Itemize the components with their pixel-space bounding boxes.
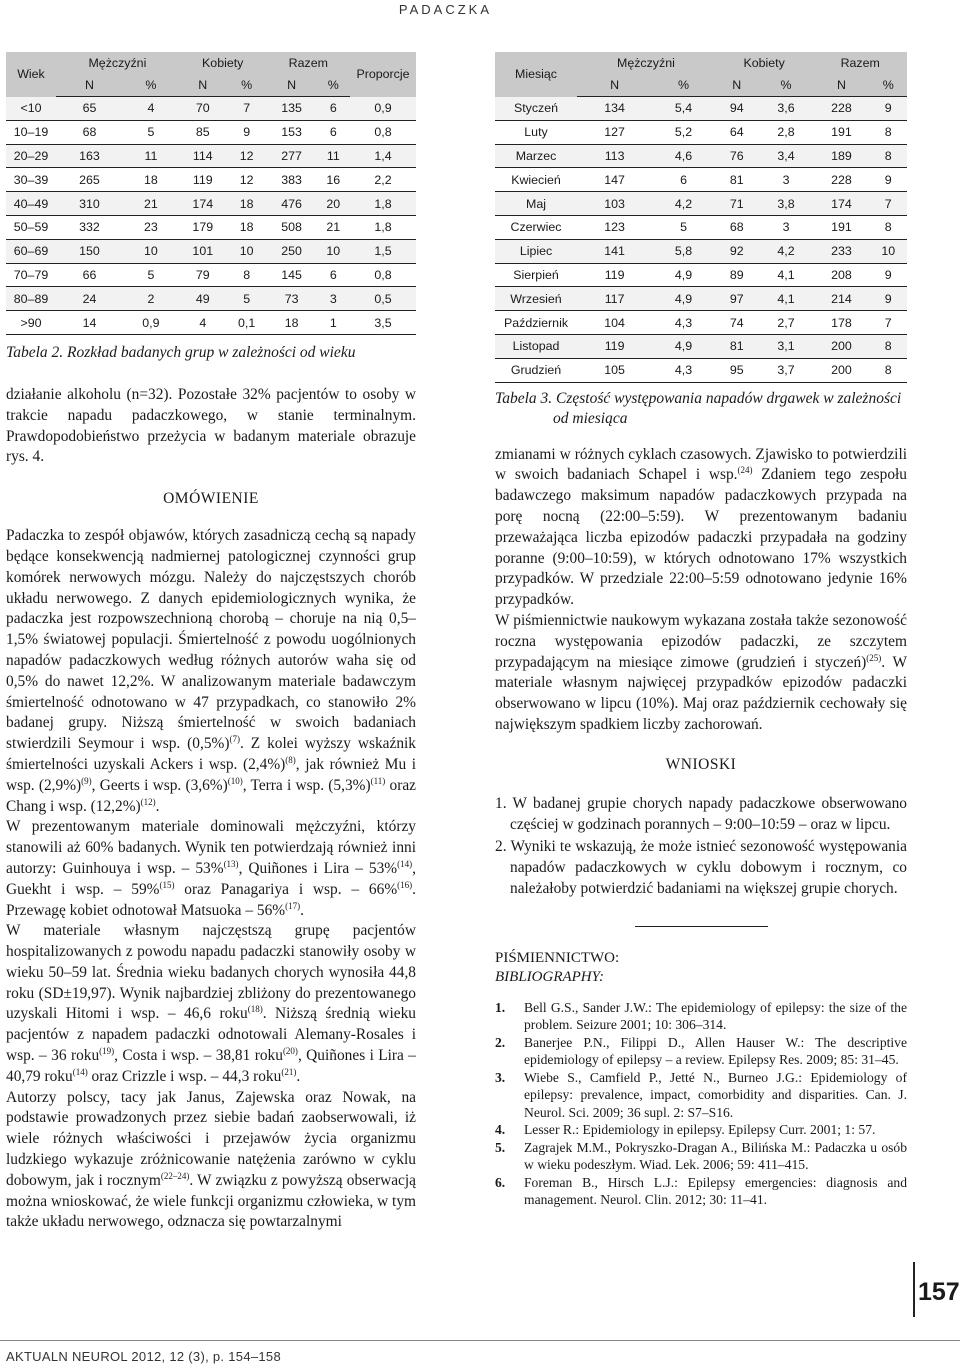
row-label: Styczeń (495, 97, 577, 121)
reference-text: Wiebe S., Camfield P., Jetté N., Burneo J.G.: Epidemiology of epilepsy: prevalence, impact, comorbidity and disparities. Can. J. Neurol. Sci. 2009; 36 supl. 2: S7–S16. (524, 1069, 907, 1120)
table-row (6, 168, 416, 192)
row-label: Maj (495, 192, 577, 216)
row-label: 80–89 (6, 287, 56, 311)
th-n: N (179, 74, 227, 97)
row-label: 70–79 (6, 263, 56, 287)
table-cell: 11 (317, 144, 350, 168)
table-cell: 95 (715, 358, 759, 382)
th-month: Miesiąc (495, 52, 577, 97)
th-n: N (267, 74, 317, 97)
reference-number: 6. (495, 1174, 506, 1190)
table-cell: 23 (123, 215, 179, 239)
table-cell: 228 (813, 97, 869, 121)
table-cell: 265 (56, 168, 123, 192)
table-cell: 191 (813, 120, 869, 144)
table-cell: 119 (179, 168, 227, 192)
references-list (495, 999, 907, 1209)
table-cell: 4,9 (652, 263, 715, 287)
row-label: Grudzień (495, 358, 577, 382)
table-cell: 1,8 (350, 192, 416, 216)
table-cell: 68 (56, 120, 123, 144)
table-cell: 49 (179, 287, 227, 311)
table-cell: 18 (227, 192, 267, 216)
table-row (495, 358, 907, 382)
table-cell: 119 (577, 334, 652, 358)
row-label: Kwiecień (495, 168, 577, 192)
reference-text: Bell G.S., Sander J.W.: The epidemiology of epilepsy: the size of the problem. Seizure 2001; 10: 306–314. (524, 999, 907, 1033)
table-cell: 119 (577, 263, 652, 287)
table-3-caption-line-2: od miesiąca (553, 409, 628, 427)
conclusion-item: 2. Wyniki te wskazują, że może istnieć sezonowość występowania napadów padaczkowych w cyklu dobowym i rocznym, co należałoby potwierdzić badaniami na większej grupie chorych. (495, 838, 907, 897)
table-cell: 228 (813, 168, 869, 192)
table-cell: 3,1 (759, 334, 814, 358)
table-cell: 1,4 (350, 144, 416, 168)
table-cell: 73 (267, 287, 317, 311)
row-label: 40–49 (6, 192, 56, 216)
th-pct: % (869, 74, 907, 97)
reference-item (495, 1034, 907, 1069)
table-row (495, 334, 907, 358)
table-cell: 79 (179, 263, 227, 287)
reference-text: Lesser R.: Epidemiology in epilepsy. Epilepsy Curr. 2001; 1: 57. (524, 1122, 876, 1138)
paragraph-right-1: zmianami w różnych cyklach czasowych. Zjawisko to potwierdzili w swoich badaniach Schapel i wsp.$^{(24)}$ Zdaniem tego zespołu badawczego maksimum napadów padaczkowych przypada na porę nocną (22:00–5:59). W prezentowanym badaniu przeważająca liczba epizodów padaczki przypadała na godziny poranne (9:00–10:59), w których odnotowano 17% wszystkich przypadków. W przedziale 22:00–5:59 odnotowano jedynie 16% przypadków. (495, 445, 907, 609)
table-row (6, 97, 416, 121)
table-2-body (6, 97, 416, 335)
table-cell: 6 (317, 97, 350, 121)
reference-number: 4. (495, 1122, 506, 1138)
table-row (6, 239, 416, 263)
reference-item (495, 1174, 907, 1209)
table-cell: 5,8 (652, 239, 715, 263)
table-cell: 3 (317, 287, 350, 311)
th-n: N (813, 74, 869, 97)
table-row (495, 287, 907, 311)
row-label: >90 (6, 311, 56, 335)
table-cell: 0,1 (227, 311, 267, 335)
th-n: N (577, 74, 652, 97)
table-2 (6, 52, 416, 335)
th-pct: % (317, 74, 350, 97)
table-cell: 10 (869, 239, 907, 263)
table-row (495, 120, 907, 144)
paragraph-discussion-1: Padaczka to zespół objawów, których zasadniczą cechą są napady będące konsekwencją nadmiernej patologicznej czynności grup komórek nerwowych mózgu. Należy do najczęstszych chorób układu nerwowego. Z danych epidemiologicznych wynika, że padaczka jest rozpowszechnioną chorobą – choruje na nią 0,5–1,5% światowej populacji. Śmiertelność z powodu uogólnionych napadów padaczkowych według różnych autorów waha się od 0,5% do nawet 12,2%. W analizowanym materiale badawczym śmiertelność odnotowano w 47 przypadkach, co stanowiło 2% badanej grupy. Niższą śmiertelność w swoich badaniach stwierdzili Seymour i wsp. $(0,5\%)^{(7)}$. Z kolei wyższy wskaźnik śmiertelności uzyskali Ackers i wsp. $(2,4\%)^{(8)}$, jak również Mu i wsp. $(2,9\%)^{(9)}$, Geerts i wsp. $(3,6\%)^{(10)}$, Terra i wsp. $(5,3\%)^{(11)}$ oraz Chang i wsp. $(12,2\%)^{(12)}$. (6, 527, 417, 815)
th-total: Razem (267, 52, 350, 74)
table-cell: 12 (227, 168, 267, 192)
table-cell: 163 (56, 144, 123, 168)
table-cell: 1 (317, 311, 350, 335)
footer-rule (0, 1340, 960, 1341)
table-cell: 145 (267, 263, 317, 287)
table-row (495, 239, 907, 263)
table-cell: 9 (869, 287, 907, 311)
table-cell: 101 (179, 239, 227, 263)
table-cell: 4,2 (759, 239, 814, 263)
table-cell: 2,2 (350, 168, 416, 192)
table-cell: 68 (715, 215, 759, 239)
reference-item (495, 1069, 907, 1122)
table-cell: 0,9 (123, 311, 179, 335)
table-cell: 76 (715, 144, 759, 168)
table-cell: 134 (577, 97, 652, 121)
table-cell: 18 (123, 168, 179, 192)
row-label: 10–19 (6, 120, 56, 144)
table-row (6, 215, 416, 239)
table-cell: 11 (123, 144, 179, 168)
table-cell: 16 (317, 168, 350, 192)
table-cell: 104 (577, 311, 652, 335)
table-cell: 0,9 (350, 97, 416, 121)
table-row (6, 120, 416, 144)
table-cell: 97 (715, 287, 759, 311)
table-cell: 6 (317, 263, 350, 287)
bibliography-subtitle: BIBLIOGRAPHY: (495, 968, 605, 985)
table-cell: 66 (56, 263, 123, 287)
table-cell: 64 (715, 120, 759, 144)
table-cell: 4,9 (652, 287, 715, 311)
table-cell: 65 (56, 97, 123, 121)
table-cell: 250 (267, 239, 317, 263)
table-cell: 2,8 (759, 120, 814, 144)
table-cell: 8 (869, 358, 907, 382)
th-pct: % (123, 74, 179, 97)
row-label: Lipiec (495, 239, 577, 263)
table-cell: 127 (577, 120, 652, 144)
table-row (6, 144, 416, 168)
table-cell: 141 (577, 239, 652, 263)
table-cell: 310 (56, 192, 123, 216)
table-cell: 123 (577, 215, 652, 239)
heading-wnioski: WNIOSKI (665, 755, 737, 773)
table-3 (495, 52, 907, 383)
table-cell: 9 (869, 97, 907, 121)
table-cell: 5 (227, 287, 267, 311)
reference-number: 1. (495, 999, 506, 1015)
table-row (6, 311, 416, 335)
th-men: Mężczyźni (577, 52, 715, 74)
table-2-caption: Tabela 2. Rozkład badanych grup w zależności od wieku (6, 343, 356, 361)
row-label: Marzec (495, 144, 577, 168)
table-cell: 10 (227, 239, 267, 263)
running-head: PADACZKA (398, 2, 492, 17)
th-n: N (56, 74, 123, 97)
table-cell: 5 (652, 215, 715, 239)
table-cell: 476 (267, 192, 317, 216)
th-pct: % (652, 74, 715, 97)
page-number: 157 (918, 1278, 960, 1306)
table-cell: 5,2 (652, 120, 715, 144)
table-cell: 4,3 (652, 311, 715, 335)
th-women: Kobiety (715, 52, 814, 74)
th-n: N (715, 74, 759, 97)
table-3-body (495, 97, 907, 383)
reference-number: 5. (495, 1139, 506, 1155)
table-cell: 9 (869, 168, 907, 192)
table-cell: 117 (577, 287, 652, 311)
table-cell: 2 (123, 287, 179, 311)
table-cell: 508 (267, 215, 317, 239)
table-cell: 5 (123, 120, 179, 144)
table-cell: 200 (813, 334, 869, 358)
table-cell: 189 (813, 144, 869, 168)
table-cell: 179 (179, 215, 227, 239)
table-cell: 6 (652, 168, 715, 192)
table-cell: 92 (715, 239, 759, 263)
left-column (6, 52, 416, 1233)
table-cell: 2,7 (759, 311, 814, 335)
table-cell: 81 (715, 334, 759, 358)
row-label: Listopad (495, 334, 577, 358)
table-cell: 233 (813, 239, 869, 263)
table-cell: 21 (123, 192, 179, 216)
table-cell: 4,1 (759, 287, 814, 311)
table-cell: 8 (227, 263, 267, 287)
table-cell: 113 (577, 144, 652, 168)
conclusion-item: 1. W badanej grupie chorych napady padaczkowe obserwowano częściej w godzinach porannych – 9:00–10:59 – oraz w lipcu. (495, 794, 907, 833)
table-cell: 277 (267, 144, 317, 168)
table-cell: 12 (227, 144, 267, 168)
table-cell: 4,9 (652, 334, 715, 358)
table-cell: 200 (813, 358, 869, 382)
table-cell: 208 (813, 263, 869, 287)
table-cell: 5,4 (652, 97, 715, 121)
table-cell: 4,6 (652, 144, 715, 168)
table-cell: 105 (577, 358, 652, 382)
table-cell: 7 (869, 311, 907, 335)
table-cell: 150 (56, 239, 123, 263)
reference-item (495, 1139, 907, 1174)
table-cell: 71 (715, 192, 759, 216)
row-label: 20–29 (6, 144, 56, 168)
table-row (495, 192, 907, 216)
paragraph-discussion-4: Autorzy polscy, tacy jak Janus, Zajewska oraz Nowak, na podstawie prowadzonych przez siebie badań zaobserwowali, iż wiele różnych właściwości i przejawów życia organizmu ludzkiego wykazuje zróżnicowanie natężenia zarówno w cyklu dobowym, jak i rocznym$^{(22-24)}$. W związku z powyższą obserwacją można wnioskować, że wiele funkcji organizmu człowieka, w tym także układu nerwowego, odznacza się powtarzalnymi (6, 1088, 417, 1231)
th-pct: % (227, 74, 267, 97)
table-row (495, 168, 907, 192)
row-label: Luty (495, 120, 577, 144)
table-cell: 174 (813, 192, 869, 216)
table-cell: 18 (267, 311, 317, 335)
table-cell: 3,8 (759, 192, 814, 216)
table-cell: 10 (317, 239, 350, 263)
table-cell: 7 (227, 97, 267, 121)
table-cell: 3,4 (759, 144, 814, 168)
table-cell: 4,2 (652, 192, 715, 216)
table-cell: 18 (227, 215, 267, 239)
table-cell: 3 (759, 215, 814, 239)
paragraph-intro: działanie alkoholu (n=32). Pozostałe 32% pacjentów to osoby w trakcie napadu padaczkowego, w stanie terminalnym. Prawdopodobieństwo przeżycia w badanym materiale obrazuje rys. 4. (6, 385, 416, 466)
table-cell: 147 (577, 168, 652, 192)
reference-text: Banerjee P.N., Filippi D., Allen Hauser W.: The descriptive epidemiology of epilepsy – a review. Epilepsy Res. 2009; 85: 31–45. (524, 1034, 907, 1068)
right-column (495, 52, 907, 1209)
table-cell: 0,8 (350, 120, 416, 144)
conclusions-list (495, 794, 907, 900)
page-number-bar (913, 1262, 915, 1317)
reference-item (495, 1121, 907, 1139)
row-label: <10 (6, 97, 56, 121)
th-wiek: Wiek (6, 52, 56, 97)
table-cell: 8 (869, 215, 907, 239)
table-cell: 6 (317, 120, 350, 144)
table-cell: 214 (813, 287, 869, 311)
table-cell: 81 (715, 168, 759, 192)
table-cell: 10 (123, 239, 179, 263)
bibliography-title: PIŚMIENNICTWO: (495, 949, 620, 966)
journal-footer: AKTUALN NEUROL 2012, 12 (3), p. 154–158 (6, 1349, 281, 1364)
table-row (495, 311, 907, 335)
table-cell: 9 (227, 120, 267, 144)
table-cell: 24 (56, 287, 123, 311)
table-row (6, 263, 416, 287)
reference-item (495, 999, 907, 1034)
table-row (495, 215, 907, 239)
row-label: 50–59 (6, 215, 56, 239)
table-cell: 14 (56, 311, 123, 335)
table-cell: 4 (179, 311, 227, 335)
table-cell: 383 (267, 168, 317, 192)
table-cell: 174 (179, 192, 227, 216)
table-cell: 4,1 (759, 263, 814, 287)
row-label: Czerwiec (495, 215, 577, 239)
table-cell: 3 (759, 168, 814, 192)
table-row (495, 144, 907, 168)
row-label: Wrzesień (495, 287, 577, 311)
th-proportion: Proporcje (350, 52, 416, 97)
table-cell: 7 (869, 192, 907, 216)
table-cell: 1,5 (350, 239, 416, 263)
table-cell: 3,6 (759, 97, 814, 121)
table-cell: 178 (813, 311, 869, 335)
reference-number: 3. (495, 1069, 506, 1085)
row-label: Sierpień (495, 263, 577, 287)
table-cell: 3,7 (759, 358, 814, 382)
table-row (6, 287, 416, 311)
table-cell: 94 (715, 97, 759, 121)
row-label: 30–39 (6, 168, 56, 192)
table-cell: 8 (869, 144, 907, 168)
table-cell: 5 (123, 263, 179, 287)
paragraph-discussion-3: W materiale własnym najczęstszą grupę pacjentów hospitalizowanych z powodu napadu padaczki stanowiły osoby w wieku 50–59 lat. Średnia wieku badanych chorych wynosiła 44,8 roku (SD±19,97). Wynik najbardziej zbliżony do prezentowanego uzyskali Hitomi i wsp. – 46,6 roku$^{(18)}$. Niższą średnią wieku pacjentów z napadem padaczki odnotowali Alemany-Rosales i wsp. – 36 roku$^{(19)}$, Costa i wsp. – 38,81 roku$^{(20)}$, Quiñones i Lira – 40,79 roku$^{(14)}$ oraz Crizzle i wsp. – 44,3 roku$^{(21)}$. (6, 922, 416, 1085)
table-cell: 114 (179, 144, 227, 168)
table-cell: 191 (813, 215, 869, 239)
paragraph-right-2: W piśmiennictwie naukowym wykazana została także sezonowość roczna występowania epizodów padaczki, ze szczytem przypadającym na miesiące zimowe (grudzień i styczeń)$^{(25)}$. W materiale własnym najwięcej przypadków epizodów padaczki obserwowano w lipcu (10%). Maj oraz październik cechowały się największym spadkiem liczby zachorowań. (495, 611, 907, 733)
table-cell: 4 (123, 97, 179, 121)
table-cell: 3,5 (350, 311, 416, 335)
th-women: Kobiety (179, 52, 267, 74)
reference-text: Zagrajek M.M., Pokryszko-Dragan A., Bilińska M.: Padaczka u osób w wieku podeszłym. Wiad. Lek. 2006; 59: 411–415. (524, 1139, 907, 1173)
paragraph-discussion-2: W prezentowanym materiale dominowali mężczyźni, którzy stanowili aż 60% badanych. Wynik ten potwierdzają również inni autorzy: Guinhouya i wsp. – 53%$^{(13)}$, Quiñones i Lira – 53%$^{(14)}$, Guekht i wsp. – 59%$^{(15)}$ oraz Panagariya i wsp. – 66%$^{(16)}$. Przewagę kobiet odnotował Matsuoka – 56%$^{(17)}$. (6, 818, 416, 919)
table-cell: 8 (869, 120, 907, 144)
reference-text: Foreman B., Hirsch L.J.: Epilepsy emergencies: diagnosis and management. Neurol. Clin. 2012; 30: 11–41. (524, 1174, 907, 1208)
table-cell: 135 (267, 97, 317, 121)
table-3-caption (495, 389, 907, 429)
table-cell: 70 (179, 97, 227, 121)
th-pct: % (759, 74, 814, 97)
reference-number: 2. (495, 1034, 506, 1050)
table-row (6, 192, 416, 216)
table-cell: 89 (715, 263, 759, 287)
th-men: Mężczyźni (56, 52, 179, 74)
table-cell: 4,3 (652, 358, 715, 382)
table-cell: 103 (577, 192, 652, 216)
table-3-caption-line-1: Tabela 3. Częstość występowania napadów drgawek w zależności (495, 389, 902, 407)
table-cell: 9 (869, 263, 907, 287)
table-cell: 85 (179, 120, 227, 144)
table-row (495, 97, 907, 121)
table-cell: 20 (317, 192, 350, 216)
table-cell: 21 (317, 215, 350, 239)
table-row (495, 263, 907, 287)
row-label: 60–69 (6, 239, 56, 263)
heading-omowienie: OMÓWIENIE (163, 490, 259, 508)
table-cell: 74 (715, 311, 759, 335)
table-cell: 332 (56, 215, 123, 239)
table-cell: 8 (869, 334, 907, 358)
table-cell: 153 (267, 120, 317, 144)
table-cell: 0,8 (350, 263, 416, 287)
row-label: Październik (495, 311, 577, 335)
table-cell: 1,8 (350, 215, 416, 239)
th-total: Razem (813, 52, 907, 74)
table-cell: 0,5 (350, 287, 416, 311)
